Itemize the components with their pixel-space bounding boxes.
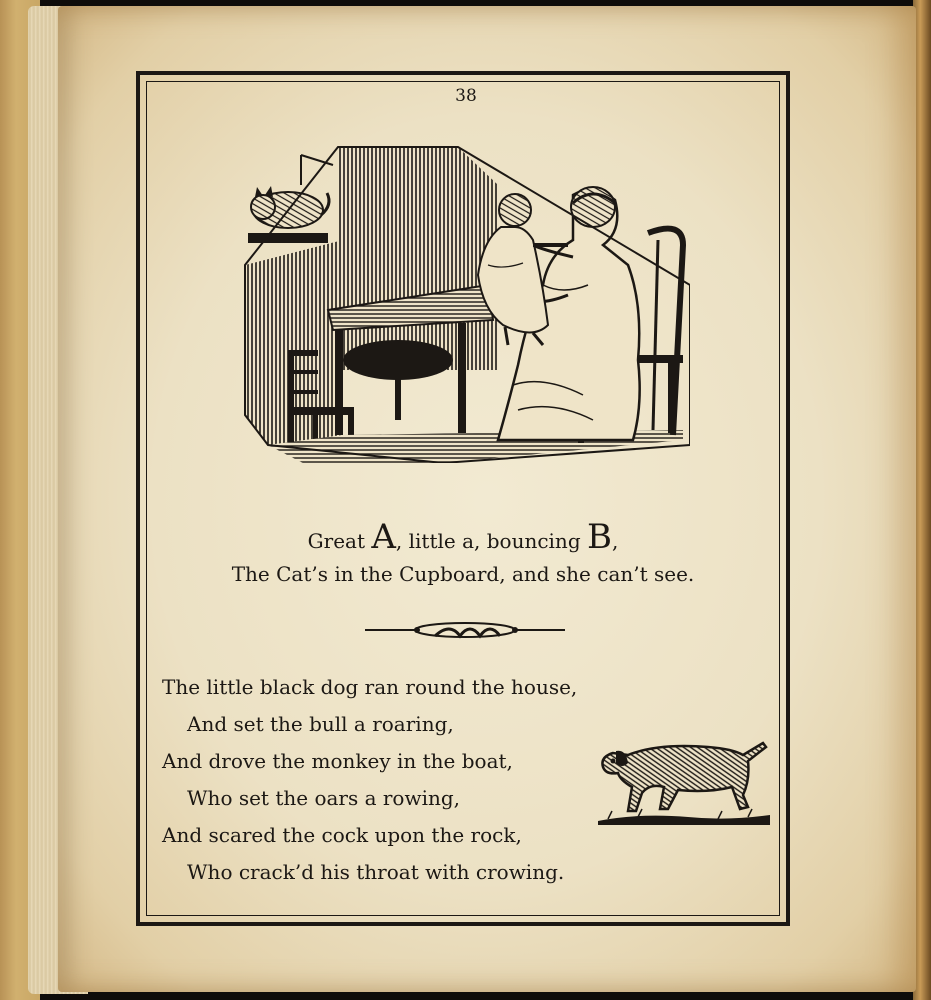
page-number: 38 (455, 86, 477, 106)
verse-line: Who crack’d his throat with crowing. (187, 860, 565, 884)
verse-line: And scared the cock upon the rock, (162, 823, 522, 847)
verse-block (162, 672, 602, 894)
verse-line: And drove the monkey in the boat, (162, 749, 513, 773)
caption-text: Great (307, 529, 372, 553)
verse-line: Who set the oars a rowing, (187, 786, 461, 810)
caption-rhyme-line-2: The Cat’s in the Cupboard, and she can’t see. (231, 562, 695, 586)
caption-text: , (611, 529, 619, 553)
ornamental-divider (365, 618, 565, 642)
woodcut-illustration-mother-child (243, 145, 690, 463)
caption-text: , little a, bouncing (395, 529, 587, 553)
woodcut-illustration-dog (598, 735, 770, 827)
capital-letter-b: B (586, 517, 612, 557)
caption-rhyme-line-1 (146, 517, 780, 557)
verse-line: And set the bull a roaring, (187, 712, 454, 736)
verse-line: The little black dog ran round the house, (162, 675, 578, 699)
capital-letter-a: A (371, 517, 396, 557)
